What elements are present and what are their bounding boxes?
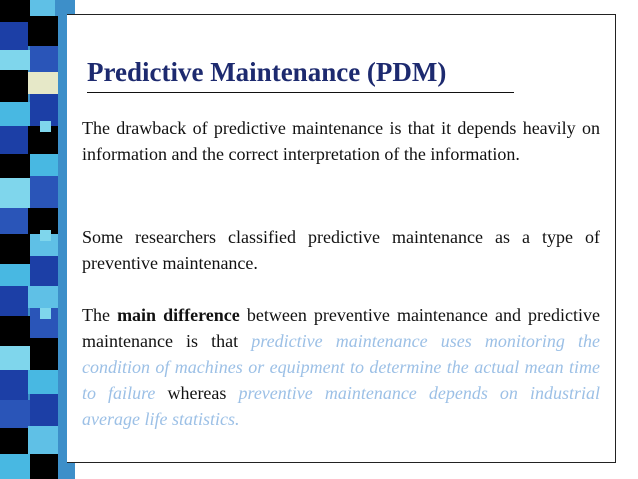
decorative-mosaic-strip — [0, 0, 75, 479]
paragraph-classification: Some researchers classified predictive maintenance as a type of preventive maintenance. — [82, 227, 600, 273]
highlight-preventive-definition: preventive maintenance depends on industrial average life statistics. — [82, 383, 600, 429]
bullet-marker — [40, 308, 51, 319]
bullet-marker — [40, 121, 51, 132]
emphasis-main-difference: main difference — [117, 305, 240, 325]
bullet-marker — [40, 230, 51, 241]
text-run: The — [82, 305, 118, 325]
text-run: whereas — [155, 383, 239, 403]
text-run: between preventive maintenance and predictive maintenance is that — [82, 305, 600, 351]
slide-title: Predictive Maintenance (PDM) — [87, 57, 447, 87]
paragraph-drawback: The drawback of predictive maintenance is that it depends heavily on information and the correct interpretation of the information. — [82, 118, 600, 164]
title-underline — [87, 92, 514, 93]
paragraph-main-difference — [82, 302, 600, 432]
highlight-predictive-definition: predictive maintenance uses monitoring the condition of machines or equipment to determine the actual mean time to failure — [82, 331, 600, 403]
